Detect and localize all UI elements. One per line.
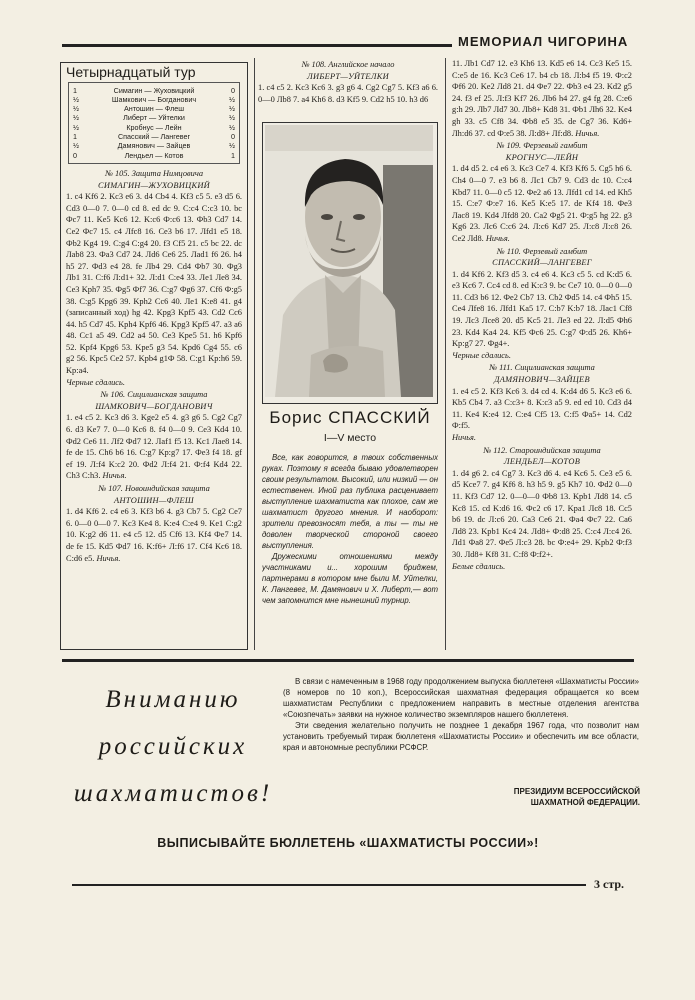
game-105-result: Черные сдались.: [66, 377, 125, 387]
game-108-moves: 1. c4 c5 2. Kc3 Kc6 3. g3 g6 4. Cg2 Cg7 5. Kf3 a6 6. 0—0 Лb8 7. a4 Kh6 8. d3 Kf5 9. Cd2 h5 10. h3 d6: [258, 83, 438, 104]
pairing-row: [73, 141, 235, 150]
game-111-opening: № 111. Сицилианская защита: [489, 363, 595, 373]
pairing-players: Дамянович — Зайцев: [117, 141, 191, 151]
appeal-line-1: Вниманию: [105, 686, 241, 713]
game-111-players: ДАМЯНОВИЧ—ЗАЙЦЕВ: [494, 375, 590, 385]
game-105-moves: 1. c4 Kf6 2. Kc3 e6 3. d4 Cb4 4. Kf3 c5 5. e3 d5 6. Cd3 0—0 7. 0—0 cd 8. ed dc 9. C:c4 C:c3 10. bc Фc7 11. Ke5 Kc6 12. K:c6 Ф:c6 13. Фb3 Cd7 14. Ce2 Фc7 15. c4 Лfc8 16. Ce3 b6 17. Лfd1 e5 18. Фb2 Kg4 19. C:g4 C:g4 20. f3 Cf5 21. c5 bc 22. dc Лab8 23. Фa3 Cd7 24. Лd6 Ce6 25. Лad1 f6 26. h4 h5 27. Фd3 e4 28. fe Лb4 29. Cd4 Фb7 30. Фg3 Лb1 31. C:f6 Л:d1+ 32. Л:d1 C:e4 33. Лe1 Лe8 34. Ce3 Kph7 35. Фg5 Фf7 36. C:g7 Фg6 37. Cf6 Ф:g5 38. C:g5 Kpg6 39. Kph2 Cc6 40. Лe1 K:e8 41. g4 (записанный ход) hg 42. Kpg3 Kpf5 43. Cd2 Cc6 44. h5 Cd7 45. Kph4 Kpf6 46. Kpg3 Kpf5 47. a3 a6 48. Cc1 a5 49. Cd2 a4 50. Ce3 Kpe5 51. h6 Kpf6 52. Kpf4 Kpg6 53. Kpe5 g3 54. Kpd6 Cg4 55. c6 g2 56. Kpc5 Ce2 57. Kpb4 g1Ф 58. C:g1 Kp:h6 59. Kp:a4.: [66, 192, 242, 376]
game-111-result: Ничья.: [452, 433, 477, 442]
header-title: МЕМОРИАЛ ЧИГОРИНА: [458, 34, 629, 49]
subscribe-slogan: ВЫПИСЫВАЙТЕ БЮЛЛЕТЕНЬ «ШАХМАТИСТЫ РОССИИ»!: [157, 836, 539, 850]
pairing-row: [73, 132, 235, 141]
pairing-row: [73, 123, 235, 132]
pairing-score-white: ½: [73, 94, 79, 104]
pairing-score-white: ½: [73, 141, 79, 151]
column-divider-left: [254, 58, 255, 650]
page-number: 3 стр.: [594, 877, 625, 891]
photo-frame: [262, 122, 438, 404]
pairing-score-white: ½: [73, 113, 79, 123]
photo-caption-place: I—V место: [323, 432, 377, 444]
portrait-photo: [265, 125, 433, 397]
appeal-line-2: российских: [98, 733, 248, 760]
signature-line-2: ШАХМАТНОЙ ФЕДЕРАЦИИ.: [530, 798, 640, 807]
photo-caption-name: Борис СПАССКИЙ: [269, 408, 431, 427]
pairing-players: Кробнус — Лейн: [126, 122, 182, 132]
game-108-players: ЛИБЕРТ—УЙТЕЛКИ: [307, 71, 389, 81]
quote-paragraph-2: Дружескими отношениями между участниками и... хорошим бриджем, партнерами в котором мне были М. Уйтелки, К. Лангевег, М. Дамянович и Х. Либерт,— вот чем запомнится мне нынешний турнир.: [262, 552, 438, 605]
pairing-players: Спасский — Лангевег: [117, 132, 191, 142]
pairing-score-white: ½: [73, 104, 79, 114]
appeal-line-3: шахматистов!: [73, 780, 273, 807]
game-108-continuation-moves: 11. Лb1 Cd7 12. e3 Kh6 13. Kd5 e6 14. Cc3 Ke5 15. C:e5 de 16. Kc3 Ce6 17. b4 cb 18. Л:b4 f5 19. Ф:c2 Фf6 20. Ke2 Лd8 21. d4 Фe7 22. Фb3 e4 23. Kd2 g5 24. f3 ef 25. Л:f3 Kf7 26. Лb6 h4 27. g4 fg 28. C:e6 g:h 29. Лb7 Лd7 30. Лb8+ Kd8 31. Фb1 Лh6 32. Ke4 gh 33. c5 Cf8 34. Фb8 e5 35. de Cg7 36. Kd6+ Лh:d6 37. cd Ф:e5 38. Л:d8+ Лf:d8.: [452, 59, 632, 138]
pairing-players: Лендьел — Котов: [124, 150, 184, 160]
game-110-header: [452, 246, 632, 269]
game-112-result: Белые сдались.: [452, 561, 506, 571]
game-107-opening: № 107. Новоиндийская защита: [98, 484, 210, 493]
notice-paragraph-2: Эти сведения желательно получить не позднее 1 декабря 1967 года, что позволит нам установить требуемый тираж бюллетеня «Шахматисты России» и обеспечить им все области, края и автономные республики РСФСР.: [283, 721, 639, 752]
pairing-row: [73, 151, 235, 160]
game-108-continuation: [452, 58, 632, 139]
quote-paragraph-1: Все, как говорится, в твоих собственных руках. Поэтому я всегда бываю удовлетворен своим результатом. Высокий, или низкий — он естественен. Иной раз публика расценивает выступление шахматиста как плохое, сам же шахматист другого мнения. И наоборот: зрители превозносят тебя, а ты — ты не доволен творческой стороной своего выступления.: [262, 453, 438, 550]
pairing-score-black: 1: [231, 150, 235, 160]
federation-notice: [283, 676, 639, 784]
pairing-score-white: 1: [73, 132, 77, 142]
game-107-result: Ничья.: [96, 553, 121, 563]
game-111-moves: 1. e4 c5 2. Kf3 Kc6 3. d4 cd 4. K:d4 d6 5. Kc3 e6 6. Kb5 Cb4 7. a3 C:c3+ 8. K:c3 a5 9. ed ed 10. Cd3 d4 11. Ke4 K:e4 12. C:e4 Cf5 13. C:f5 Фa5+ 14. Cd2 Ф:f5.: [452, 386, 632, 431]
game-110-players: СПАССКИЙ—ЛАНГЕВЕГ: [492, 258, 592, 268]
game-112-moves: 1. d4 g6 2. c4 Cg7 3. Kc3 d6 4. e4 Kc6 5. Ce3 e5 6. d5 Kce7 7. g4 Kf6 8. h3 h5 9. g5 Kh7 10. Фd2 0—0 11. Kf3 Cd7 12. 0—0—0 Фb8 13. Kpb1 Лd8 14. c5 Kc8 15. cd K:d6 16. Фc2 c6 17. Kpa1 Лc8 18. Cc5 b6 19. dc Л:c6 20. Ca3 Ce6 21. Фa4 Фc7 22. Ca6 Лd8 23. Kpb1 Kc4 24. Лd8+ Ф:d8 25. C:c4 Л:c4 26. Лd1 Фa8 27. Фe5 Л:c3 28. bc Ф:e4+ 29. Kpb2 Ф:f3 30. Лd8+ Kf8 31. C:f8 Ф:f2+.: [452, 468, 632, 559]
game-109-players: КРОГНУС—ЛЕЙН: [505, 152, 579, 162]
round-title: Четырнадцатый тур: [66, 64, 196, 80]
pairing-players: Симагин — Жуховицкий: [113, 85, 195, 95]
game-108-result: Ничья.: [575, 128, 600, 138]
game-110-opening: № 110. Ферзевый гамбит: [496, 246, 588, 256]
pairing-players: Шамкович — Богданович: [111, 94, 197, 104]
pairing-score-black: ½: [229, 113, 235, 123]
game-109-moves-text: 1. d4 d5 2. c4 e6 3. Kc3 Ce7 4. Kf3 Kf6 5. Cg5 h6 6. Ch4 0—0 7. e3 b6 8. Лc1 Cb7 9. Cd3 dc 10. C:c4 Kbd7 11. 0—0 c5 12. Фe2 a6 13. Лfd1 cd 14. ed Kh5 15. C:e7 Ф:e7 16. Ke5 K:e5 17. de Kf4 18. Фe3 Лac8 19. Kd4 Лfd8 20. Ca2 Фg5 21. Ф:g5 hg 22. g3 Kg6 23. Лc6 C:c6 24. Л:c6 Kd7 25. Л:c8 Л:c8 26. Ce2 Лd8.: [452, 164, 632, 243]
game-112-opening: № 112. Староиндийская защита: [483, 445, 601, 455]
game-108-header: [258, 59, 438, 82]
game-112-header: [452, 445, 632, 468]
game-106-moves-text: 1. e4 c5 2. Kc3 d6 3. Kge2 e5 4. g3 g6 5. Cg2 Cg7 6. d3 Ke7 7. 0—0 Kc6 8. f4 0—0 9. Ce3 Kd4 10. Фd2 Ce6 11. Лf2 Фd7 12. Лaf1 f5 13. Kc1 Лae8 14. fe de 15. Ch6 b6 16. C:g7 Kp:g7 17. Фe3 f4 18. gf ef 19. Л:f4 K:c2 20. Фd2 Л:f4 21. Ф:f4 Kd4 22. Ch3 C:h3.: [66, 413, 242, 481]
signature-line-1: ПРЕЗИДИУМ ВСЕРОССИЙСКОЙ: [513, 787, 640, 796]
pairing-players: Либерт — Уйтелки: [123, 113, 185, 123]
pairing-players: Антошин — Флеш: [123, 104, 185, 114]
game-106-result: Ничья.: [102, 471, 127, 481]
pairing-row: [73, 86, 235, 95]
game-108-opening: № 108. Английское начало: [301, 60, 395, 69]
header-rule: [62, 44, 452, 47]
pairing-score-white: 0: [73, 150, 77, 160]
pairings-table: [68, 82, 240, 164]
game-109-result: Ничья.: [485, 233, 510, 243]
pairing-score-white: ½: [73, 122, 79, 132]
game-109-header: [452, 140, 632, 163]
section-rule: [62, 659, 634, 662]
game-106-players: ШАМКОВИЧ—БОГДАНОВИЧ: [95, 401, 213, 411]
pairing-score-black: ½: [229, 104, 235, 114]
pairing-score-black: ½: [229, 122, 235, 132]
pairing-row: [73, 95, 235, 104]
pairing-row: [73, 104, 235, 113]
footer-rule: [72, 884, 586, 886]
notice-signature: [450, 786, 640, 808]
column-right: [452, 58, 632, 656]
game-106-opening: № 106. Сицилианская защита: [100, 390, 208, 400]
spassky-quote: [262, 452, 438, 648]
game-110-moves: 1. d4 Kf6 2. Kf3 d5 3. c4 e6 4. Kc3 c5 5. cd K:d5 6. e3 Kc6 7. Cc4 cd 8. ed K:c3 9. bc Ce7 10. 0—0 0—0 11. Cd3 b6 12. Фe2 Cb7 13. Cb2 Фd5 14. c4 Фh5 15. Ce4 Лfe8 16. Лfd1 Ka5 17. C:b7 K:b7 18. Лac1 Cf8 19. Лc3 Лce8 20. d5 Kc5 21. Ле3 ed 22. Л:d5 Фh6 23. Kd4 Ka4 24. Kf5 Фc6 25. C:g7 Ф:d5 26. Kh6+ Kp:g7 27. Фg4+.: [452, 269, 632, 349]
notice-paragraph-1: В связи с намеченным в 1968 году продолжением выпуска бюллетеня «Шахматисты России» (8 номеров по 10 коп.), Всероссийская шахматная федерация обращается ко всем шахматистам Республики с предложением направить в местные отделения агентства «Союзпечать» заявки на нужное количество экземпляров нашего бюллетеня.: [283, 677, 639, 719]
column-divider-right: [445, 58, 446, 650]
game-112-players: ЛЕНДЬЕЛ—КОТОВ: [503, 457, 581, 467]
column-left: [60, 62, 248, 650]
pairing-score-black: 0: [231, 85, 235, 95]
pairing-score-black: ½: [229, 94, 235, 104]
game-105-opening: № 105. Защита Нимцовича: [104, 168, 204, 178]
game-107-moves-text: 1. d4 Kf6 2. c4 e6 3. Kf3 b6 4. g3 Cb7 5. Cg2 Ce7 6. 0—0 0—0 7. Kc3 Ke4 8. K:e4 C:e4 9. Ke1 C:g2 10. K:g2 d6 11. e4 c5 12. d5 Cf6 13. Kf4 Фe7 14. de fe 15. Kd5 Фd7 16. K:f6+ Л:f6 17. Cf4 Kc6 18. C:d6 e5.: [66, 507, 242, 563]
game-107-moves: [66, 506, 242, 564]
game-107-players: АНТОШИН—ФЛЕШ: [114, 495, 194, 505]
game-110-result: Черные сдались.: [452, 350, 511, 360]
game-111-header: [452, 362, 632, 385]
column-middle: [258, 58, 438, 128]
game-107-header: [66, 483, 242, 506]
game-109-moves: [452, 163, 632, 244]
game-105-players: СИМАГИН—ЖУХОВИЦКИЙ: [97, 180, 211, 190]
pairing-score-black: 0: [231, 132, 235, 142]
game-109-opening: № 109. Ферзевый гамбит: [496, 141, 588, 151]
pairing-score-black: ½: [229, 141, 235, 151]
game-105-header: [66, 168, 242, 191]
game-106-header: [66, 389, 242, 412]
pairing-row: [73, 113, 235, 122]
portrait-illustration: [265, 125, 433, 397]
game-106-moves: [66, 412, 242, 482]
pairing-score-white: 1: [73, 85, 77, 95]
appeal-heading: [62, 676, 284, 817]
